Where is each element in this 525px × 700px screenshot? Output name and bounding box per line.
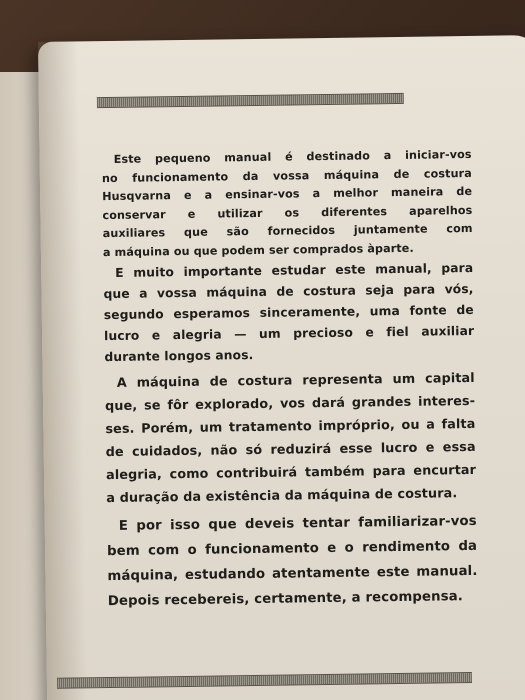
text-line: bem com o funcionamento e o rendimento da: [107, 538, 478, 560]
manual-page: [38, 35, 525, 700]
paragraph-2: [103, 258, 474, 368]
text-line: conservar e utilizar os diferentes aparelhos: [102, 203, 473, 222]
paragraph-4: [107, 509, 478, 614]
text-line: Husqvarna e a ensinar-vos a melhor maneira de: [102, 184, 473, 204]
text-line: a máquina ou que podem ser comprados àparte.: [102, 241, 414, 259]
text-line: E por isso que deveis tentar familiarizar-vos: [118, 513, 477, 534]
text-line: alegria, como contribuirá também para encurtar: [105, 462, 477, 484]
paragraph-1: [102, 146, 474, 262]
bottom-decorative-rule: [57, 672, 472, 689]
text-line: de cuidados, não só reduzirá esse lucro e essa: [105, 439, 476, 461]
text-line: ses. Porém, um tratamento impróprio, ou a falta: [105, 416, 476, 438]
text-line: A máquina de costura representa um capital: [116, 370, 475, 391]
page-shadow: [38, 41, 87, 700]
text-line: que a vossa máquina de costura seja para vós,: [103, 281, 474, 302]
top-decorative-rule: [97, 93, 404, 108]
text-line: que, se fôr explorado, vos dará grandes interes-: [104, 393, 476, 415]
text-line: Depois recebereis, certamente, a recompensa.: [107, 589, 464, 610]
manual-text: [102, 146, 478, 614]
text-line: segundo esperamos sinceramente, uma fonte de: [103, 302, 474, 323]
text-line: E muito importante estudar este manual, para: [115, 260, 474, 280]
text-line: durante longos anos.: [104, 348, 254, 365]
paragraph-3: [105, 367, 477, 510]
text-line: a duração da existência da máquina de costura.: [106, 486, 458, 507]
text-line: auxiliares que são fornecidos juntamente com: [102, 221, 473, 241]
text-line: máquina, estudando atentamente este manual.: [107, 563, 478, 585]
text-line: no funcionamento da vossa máquina de costura: [101, 166, 472, 185]
text-line: lucro e alegria — um precioso e fiel auxiliar: [104, 323, 475, 344]
text-line: Este pequeno manual é destinado a iniciar-vos: [113, 147, 472, 166]
